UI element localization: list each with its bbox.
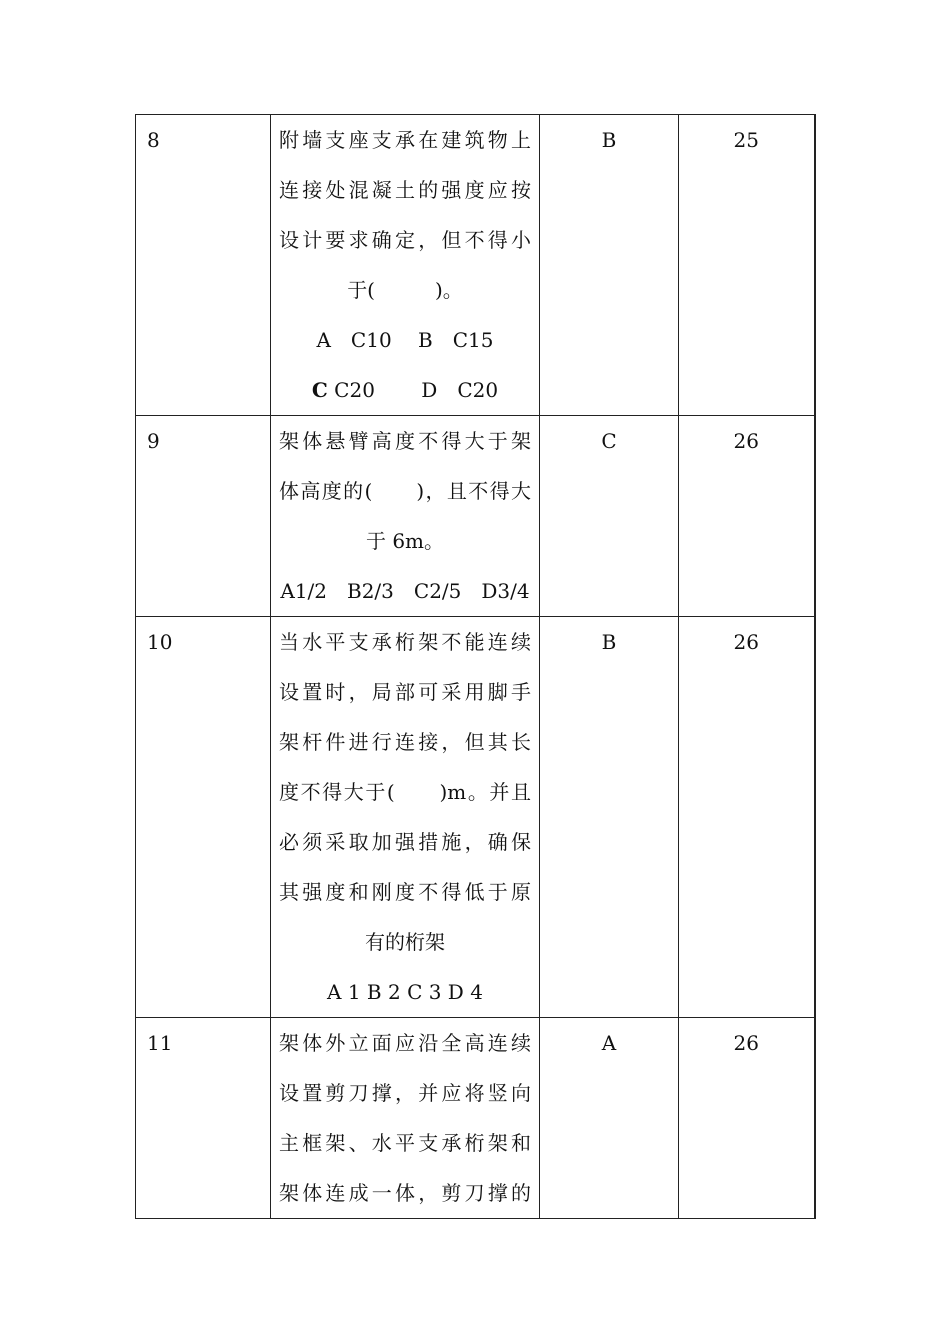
table-row [136, 1018, 815, 1219]
question-line: 架体外立面应沿全高连续 [279, 1031, 531, 1055]
question-line: 设置剪刀撑，并应将竖向 [279, 1081, 531, 1105]
question-line: 当水平支承桁架不能连续 [279, 630, 531, 654]
answer-cell: B [540, 617, 679, 1018]
question-text [271, 115, 540, 416]
question-number: 8 [136, 115, 271, 416]
question-line: 架杆件进行连接，但其长 [279, 730, 531, 754]
answer-cell: C [540, 416, 679, 617]
question-line: 设置时，局部可采用脚手 [279, 680, 531, 704]
question-line: 主框架、水平支承桁架和 [279, 1131, 531, 1155]
page-cell: 25 [679, 115, 815, 416]
page-cell: 26 [679, 617, 815, 1018]
question-line: 必须采取加强措施，确保 [279, 830, 531, 854]
question-line: 设计要求确定，但不得小 [279, 228, 531, 252]
question-options: A1/2 B2/3 C2/5 D3/4 [280, 579, 530, 603]
question-text [271, 1018, 540, 1219]
table-row [136, 115, 815, 416]
question-number: 9 [136, 416, 271, 617]
question-line: 体高度的( )，且不得大 [279, 479, 531, 503]
question-line: 度不得大于( )m。并且 [279, 780, 531, 804]
answer-cell: A [540, 1018, 679, 1219]
question-text [271, 416, 540, 617]
question-line: 有的桁架 [365, 930, 445, 954]
question-number: 10 [136, 617, 271, 1018]
question-line: 附墙支座支承在建筑物上 [279, 128, 531, 152]
option-label-bold: C [311, 378, 328, 402]
page-cell: 26 [679, 416, 815, 617]
question-options: A 1 B 2 C 3 D 4 [327, 980, 483, 1004]
table-row [136, 416, 815, 617]
question-line: 架体悬臂高度不得大于架 [279, 429, 531, 453]
table-row [136, 617, 815, 1018]
option-text: C20 D C20 [327, 378, 499, 402]
question-text [271, 617, 540, 1018]
question-options: A C10 B C15 [316, 328, 494, 352]
question-options [279, 365, 531, 415]
page-cell: 26 [679, 1018, 815, 1219]
question-line: 其强度和刚度不得低于原 [279, 880, 531, 904]
question-line: 架体连成一体，剪刀撑的 [279, 1181, 531, 1205]
question-line: 于 6m。 [365, 529, 445, 553]
question-line: 于( )。 [347, 278, 463, 302]
question-line: 连接处混凝土的强度应按 [279, 178, 531, 202]
answer-cell: B [540, 115, 679, 416]
question-table [135, 114, 816, 1219]
question-number: 11 [136, 1018, 271, 1219]
